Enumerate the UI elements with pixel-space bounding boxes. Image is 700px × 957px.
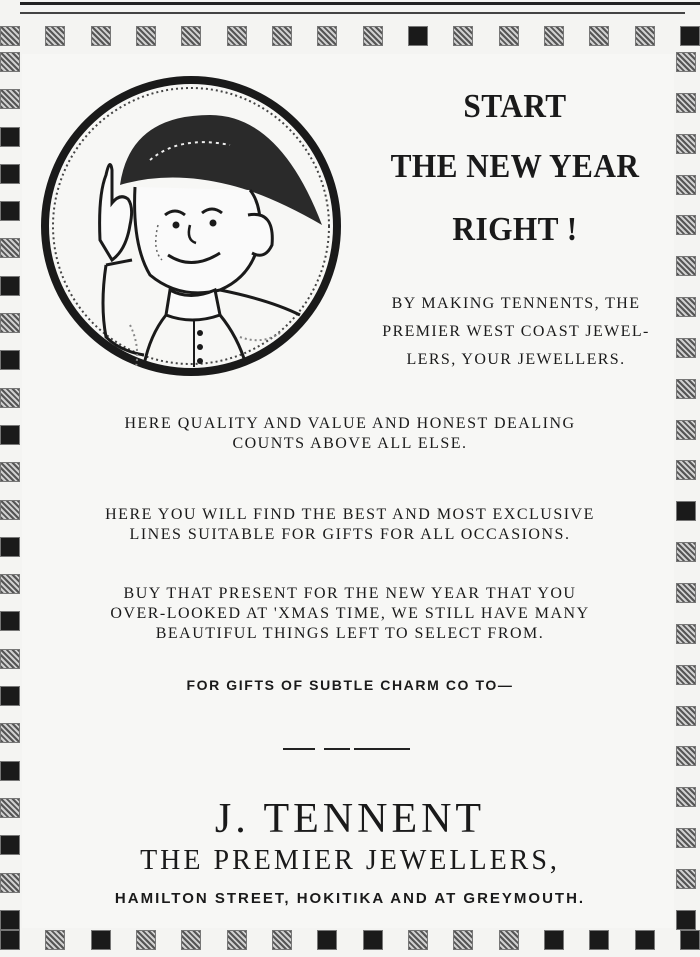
decorative-dash [324,748,350,750]
paragraph-exclusive-lines [52,505,648,545]
paragraph-line: LINES SUITABLE FOR GIFTS FOR ALL OCCASIONS. [129,526,571,543]
pointing-boy-icon [40,75,342,377]
paragraph-line: BEAUTIFUL THINGS LEFT TO SELECT FROM. [155,625,545,642]
headline-line-2: THE NEW YEAR [390,148,640,185]
decorative-border-right [676,52,700,930]
paragraph-line: HERE QUALITY AND VALUE AND HONEST DEALING [124,415,576,432]
decorative-dash [354,748,410,750]
decorative-border-left [0,52,20,930]
top-rule-heavy [20,2,700,5]
paragraph-line: OVER-LOOKED AT 'XMAS TIME, WE STILL HAVE MANY [110,605,590,622]
firm-tagline: THE PREMIER JEWELLERS, [140,845,560,876]
decorative-border-top [0,26,700,52]
headline-line-1: START [463,88,567,125]
intro-line-1: BY MAKING TENNENTS, THE [391,295,641,312]
paragraph-line: HERE YOU WILL FIND THE BEST AND MOST EXCLUSIVE [105,506,595,523]
paragraph-line: BUY THAT PRESENT FOR THE NEW YEAR THAT YOU [123,585,577,602]
decorative-dash [283,748,315,750]
intro-text [346,290,686,374]
intro-line-2: PREMIER WEST COAST JEWEL- [382,323,650,340]
paragraph-line: COUNTS ABOVE ALL ELSE. [232,435,468,452]
firm-name: J. TENNENT [214,796,486,842]
intro-line-3: LERS, YOUR JEWELLERS. [406,351,626,368]
call-to-action: FOR GIFTS OF SUBTLE CHARM CO TO— [186,677,514,693]
paragraph-new-year-present [52,584,648,644]
headline-line-3: RIGHT ! [452,211,578,248]
decorative-border-bottom [0,930,700,957]
paragraph-quality [52,414,648,454]
firm-address: HAMILTON STREET, HOKITIKA AND AT GREYMOUTH. [114,890,586,907]
top-rule-light [20,12,685,14]
